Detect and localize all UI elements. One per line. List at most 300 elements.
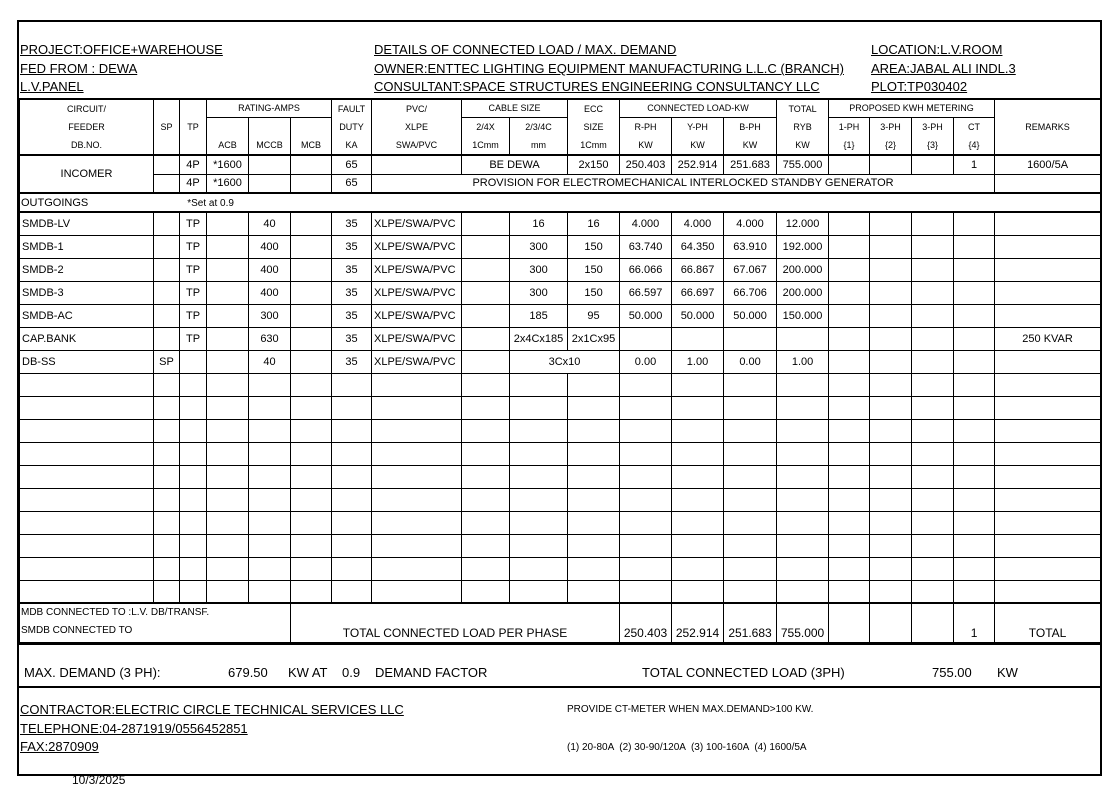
- cell: [510, 557, 568, 580]
- cell: [724, 396, 777, 419]
- cell: [724, 534, 777, 557]
- cell: [870, 511, 912, 534]
- cell: 252.914: [672, 155, 724, 174]
- total-remarks: TOTAL: [995, 603, 1101, 643]
- cell: [995, 281, 1101, 304]
- cell: [568, 373, 620, 396]
- cell: [829, 258, 870, 281]
- cell: [180, 350, 207, 373]
- cell: [249, 580, 291, 603]
- cell: [912, 534, 954, 557]
- cell: [510, 442, 568, 465]
- cell: [995, 396, 1101, 419]
- cell: [870, 155, 912, 174]
- cell: [870, 304, 912, 327]
- cell: [180, 557, 207, 580]
- cell: [372, 511, 462, 534]
- label: 1-PH: [838, 121, 860, 132]
- cell: [154, 534, 180, 557]
- cell: 65: [332, 174, 372, 193]
- cell: 66.597: [620, 281, 672, 304]
- empty-row: [20, 557, 1101, 580]
- cell: 150: [568, 235, 620, 258]
- cell: 0.00: [724, 350, 777, 373]
- cell: [249, 465, 291, 488]
- cell: [954, 580, 995, 603]
- cell: [154, 580, 180, 603]
- cell: [912, 465, 954, 488]
- cell: [154, 511, 180, 534]
- cell: [180, 580, 207, 603]
- consultant: CONSULTANT:SPACE STRUCTURES ENGINEERING CONSULTANCY LLC: [374, 79, 820, 94]
- label: KA: [345, 140, 358, 150]
- cell: [829, 419, 870, 442]
- cell: [332, 557, 372, 580]
- cell: TP: [180, 258, 207, 281]
- cell: 4.000: [724, 212, 777, 235]
- cell: [510, 419, 568, 442]
- print-date: 10/3/2025: [72, 773, 126, 787]
- cell: [20, 442, 154, 465]
- cell: [462, 419, 510, 442]
- cell: [462, 557, 510, 580]
- cell: [462, 373, 510, 396]
- cell: TP: [180, 235, 207, 258]
- cell: 66.706: [724, 281, 777, 304]
- cell: [207, 488, 249, 511]
- cell: XLPE/SWA/PVC: [372, 327, 462, 350]
- feeder-name: SMDB-AC: [20, 304, 154, 327]
- cell: [870, 327, 912, 350]
- cell: [154, 304, 180, 327]
- cell: [777, 327, 829, 350]
- total-y: 252.914: [672, 603, 724, 643]
- cell: [291, 373, 332, 396]
- cell: [462, 465, 510, 488]
- mdb-connected: MDB CONNECTED TO :L.V. DB/TRANSF.: [21, 607, 210, 618]
- cell: [724, 465, 777, 488]
- cell: [510, 373, 568, 396]
- cell: [207, 258, 249, 281]
- empty-row: [20, 396, 1101, 419]
- cell: [829, 511, 870, 534]
- cell: [954, 281, 995, 304]
- cell: [249, 557, 291, 580]
- cell: [870, 258, 912, 281]
- cell: [207, 235, 249, 258]
- cell: [777, 396, 829, 419]
- cell: [180, 373, 207, 396]
- outgoings: [20, 193, 1101, 212]
- cell: [777, 465, 829, 488]
- set-note: *Set at 0.9: [187, 197, 234, 209]
- cell: 755.000: [777, 155, 829, 174]
- cell: [20, 465, 154, 488]
- cell: [672, 511, 724, 534]
- label: Y-PH: [687, 121, 708, 132]
- cell: [154, 488, 180, 511]
- cell: [870, 442, 912, 465]
- cell: [870, 419, 912, 442]
- area: AREA:JABAL ALI INDL.3: [871, 61, 1016, 76]
- cell: 251.683: [724, 155, 777, 174]
- cell: [249, 419, 291, 442]
- cell: [724, 327, 777, 350]
- cell: [180, 465, 207, 488]
- cell: [724, 419, 777, 442]
- cell: [154, 465, 180, 488]
- cell: 400: [249, 235, 291, 258]
- cell: [180, 442, 207, 465]
- cell: [291, 281, 332, 304]
- cell: 64.350: [672, 235, 724, 258]
- cell: [870, 465, 912, 488]
- cell: [154, 557, 180, 580]
- cell: [291, 258, 332, 281]
- cell: [829, 534, 870, 557]
- cell: [291, 174, 332, 193]
- label: KW: [638, 139, 653, 150]
- cell: [291, 580, 332, 603]
- cell: [912, 419, 954, 442]
- cell: [291, 442, 332, 465]
- label: 1Cmm: [472, 139, 499, 150]
- label: mm: [531, 139, 547, 150]
- cell: [207, 442, 249, 465]
- cell: [672, 373, 724, 396]
- feeder-name: SMDB-1: [20, 235, 154, 258]
- cell: 40: [249, 212, 291, 235]
- cell: [724, 557, 777, 580]
- cell: [372, 557, 462, 580]
- cell: [568, 419, 620, 442]
- cell: [207, 350, 249, 373]
- cell: [510, 396, 568, 419]
- cell: [291, 419, 332, 442]
- cell: [912, 603, 954, 643]
- cell: 250 KVAR: [995, 327, 1101, 350]
- cell: [620, 373, 672, 396]
- cell: 35: [332, 327, 372, 350]
- cell: [154, 327, 180, 350]
- cell: [249, 155, 291, 174]
- cell: [291, 155, 332, 174]
- cell: [672, 534, 724, 557]
- cell: 0.00: [620, 350, 672, 373]
- cell: [462, 304, 510, 327]
- cell: 192.000: [777, 235, 829, 258]
- generator-note: PROVISION FOR ELECTROMECHANICAL INTERLOCKED STANDBY GENERATOR: [372, 174, 995, 193]
- cell: [154, 174, 180, 193]
- empty-row: [20, 419, 1101, 442]
- cell: [995, 442, 1101, 465]
- cell: [154, 258, 180, 281]
- col-m1: [829, 117, 870, 155]
- cell: [912, 442, 954, 465]
- cell: 300: [510, 235, 568, 258]
- label: {1}: [843, 139, 855, 150]
- cell: [672, 442, 724, 465]
- max-demand-value: 679.50: [228, 665, 268, 680]
- cell: [332, 396, 372, 419]
- cell: [207, 373, 249, 396]
- cell: [995, 304, 1101, 327]
- cell: TP: [180, 327, 207, 350]
- cell: [620, 396, 672, 419]
- cell: [568, 442, 620, 465]
- col-rating: RATING-AMPS: [207, 99, 332, 117]
- cell: [372, 373, 462, 396]
- cell: 65: [332, 155, 372, 174]
- cell: 300: [510, 281, 568, 304]
- empty-row: [20, 534, 1101, 557]
- cell: [870, 350, 912, 373]
- cell: [568, 534, 620, 557]
- cell: [829, 580, 870, 603]
- label: {4}: [968, 139, 980, 150]
- cell: [154, 419, 180, 442]
- col-c24x: [462, 117, 510, 155]
- panel: L.V.PANEL: [20, 79, 84, 94]
- cell: [912, 350, 954, 373]
- feeder-name: SMDB-LV: [20, 212, 154, 235]
- cell: [291, 465, 332, 488]
- cell: [672, 580, 724, 603]
- label: R-PH: [634, 121, 657, 132]
- cell: [291, 235, 332, 258]
- cell: [568, 465, 620, 488]
- cell: [462, 442, 510, 465]
- cell: [954, 465, 995, 488]
- empty-row: [20, 465, 1101, 488]
- cell: 1.00: [672, 350, 724, 373]
- kw-unit: KW: [997, 665, 1018, 680]
- cell: [249, 174, 291, 193]
- cell: [207, 281, 249, 304]
- label: XLPE: [405, 122, 429, 132]
- cell: [332, 488, 372, 511]
- cell: [462, 396, 510, 419]
- cell: [777, 511, 829, 534]
- cell: [954, 488, 995, 511]
- title-block: [19, 22, 1100, 98]
- cell: [291, 350, 332, 373]
- cell: [332, 465, 372, 488]
- cell: [568, 396, 620, 419]
- cell: [510, 534, 568, 557]
- contractor-name: CONTRACTOR:ELECTRIC CIRCLE TECHNICAL SERVICES LLC: [20, 702, 404, 717]
- col-fault: [332, 99, 372, 155]
- cell: [291, 511, 332, 534]
- col-c234c: [510, 117, 568, 155]
- cell: [954, 419, 995, 442]
- col-acb: ACB: [207, 117, 249, 155]
- cell: [620, 442, 672, 465]
- label: CT: [968, 121, 981, 132]
- cell: [912, 396, 954, 419]
- cell: [995, 580, 1101, 603]
- cell: 35: [332, 258, 372, 281]
- cell: [332, 580, 372, 603]
- cell: BE DEWA: [462, 155, 568, 174]
- cell: [954, 557, 995, 580]
- cell: [332, 534, 372, 557]
- cell: [995, 174, 1101, 193]
- cell: [462, 488, 510, 511]
- cell: [829, 212, 870, 235]
- col-total: [777, 99, 829, 155]
- cell: [870, 235, 912, 258]
- cell: [870, 603, 912, 643]
- cell: XLPE/SWA/PVC: [372, 235, 462, 258]
- col-mccb: MCCB: [249, 117, 291, 155]
- cell: [462, 327, 510, 350]
- col-metering: PROPOSED KWH METERING: [829, 99, 995, 117]
- col-y: [672, 117, 724, 155]
- cell: [332, 511, 372, 534]
- cell: 150: [568, 281, 620, 304]
- cell: [829, 396, 870, 419]
- cell: [207, 212, 249, 235]
- cell: [510, 580, 568, 603]
- label: {3}: [927, 139, 939, 150]
- cell: [829, 235, 870, 258]
- cell: [620, 488, 672, 511]
- cell: [180, 396, 207, 419]
- cell: [207, 511, 249, 534]
- cell: [510, 465, 568, 488]
- cell: [207, 396, 249, 419]
- cell: [620, 465, 672, 488]
- cell: [462, 235, 510, 258]
- max-demand-section: [19, 643, 1100, 686]
- cell: XLPE/SWA/PVC: [372, 258, 462, 281]
- col-load: CONNECTED LOAD-KW: [620, 99, 777, 117]
- header-row: [20, 99, 1101, 117]
- label: 1Cmm: [580, 140, 607, 150]
- cell: [207, 465, 249, 488]
- cell: [724, 511, 777, 534]
- incomer-row: [20, 174, 1101, 193]
- cell: [954, 396, 995, 419]
- cell: [912, 373, 954, 396]
- cell: [912, 258, 954, 281]
- cell: 40: [249, 350, 291, 373]
- col-mcb: MCB: [291, 117, 332, 155]
- cell: [332, 442, 372, 465]
- total-connected-load-value: 755.00: [932, 665, 972, 680]
- cell: [829, 373, 870, 396]
- cell: [291, 488, 332, 511]
- cell: [995, 350, 1101, 373]
- cell: 4P: [180, 174, 207, 193]
- cell: [154, 235, 180, 258]
- cell: [777, 534, 829, 557]
- cell: 1600/5A: [995, 155, 1101, 174]
- label: RYB: [793, 122, 812, 132]
- cell: [724, 373, 777, 396]
- cell: 150.000: [777, 304, 829, 327]
- cell: [954, 212, 995, 235]
- cell: 95: [568, 304, 620, 327]
- feeder-row: [20, 235, 1101, 258]
- cell: [20, 511, 154, 534]
- feeder-name: SMDB-3: [20, 281, 154, 304]
- cell: XLPE/SWA/PVC: [372, 304, 462, 327]
- cell: 300: [249, 304, 291, 327]
- cell: [249, 534, 291, 557]
- cell: 12.000: [777, 212, 829, 235]
- cell: [291, 304, 332, 327]
- cell: [249, 442, 291, 465]
- cell: 150: [568, 258, 620, 281]
- cell: [20, 419, 154, 442]
- empty-row: [20, 580, 1101, 603]
- cell: [462, 534, 510, 557]
- label: {2}: [885, 139, 897, 150]
- cell: [954, 534, 995, 557]
- cell: [462, 258, 510, 281]
- cell: 66.066: [620, 258, 672, 281]
- cell: [954, 442, 995, 465]
- cell: [995, 488, 1101, 511]
- cell: 16: [568, 212, 620, 235]
- cell: [829, 488, 870, 511]
- cell: [620, 327, 672, 350]
- cell: 35: [332, 281, 372, 304]
- label: KW: [690, 139, 705, 150]
- demand-factor: 0.9: [342, 665, 361, 680]
- cell: [672, 419, 724, 442]
- cell: [829, 155, 870, 174]
- cell: 4P: [180, 155, 207, 174]
- cell: [995, 465, 1101, 488]
- cell: 66.867: [672, 258, 724, 281]
- cell: XLPE/SWA/PVC: [372, 281, 462, 304]
- cell: [462, 580, 510, 603]
- cell: 35: [332, 350, 372, 373]
- empty-row: [20, 373, 1101, 396]
- cell: [291, 396, 332, 419]
- cell: *1600: [207, 155, 249, 174]
- cell: 1: [954, 155, 995, 174]
- cell: [870, 396, 912, 419]
- cell: [995, 511, 1101, 534]
- label: KW: [742, 139, 758, 150]
- cell: [620, 534, 672, 557]
- cell: [372, 155, 462, 174]
- fed-from: FED FROM : DEWA: [20, 61, 138, 76]
- cell: [291, 557, 332, 580]
- feeder-row: [20, 281, 1101, 304]
- cell: [777, 442, 829, 465]
- cell: [20, 534, 154, 557]
- cell: [912, 327, 954, 350]
- cell: [777, 557, 829, 580]
- total-per-phase-label: TOTAL CONNECTED LOAD PER PHASE: [291, 603, 620, 643]
- cell: [724, 442, 777, 465]
- cell: [20, 488, 154, 511]
- cell: [291, 327, 332, 350]
- cell: 35: [332, 304, 372, 327]
- cell: [249, 373, 291, 396]
- max-demand-label: MAX. DEMAND (3 PH):: [24, 665, 161, 680]
- empty-row: [20, 488, 1101, 511]
- cell: [180, 419, 207, 442]
- cell: [291, 212, 332, 235]
- label: KW: [795, 140, 810, 150]
- cell: [995, 419, 1101, 442]
